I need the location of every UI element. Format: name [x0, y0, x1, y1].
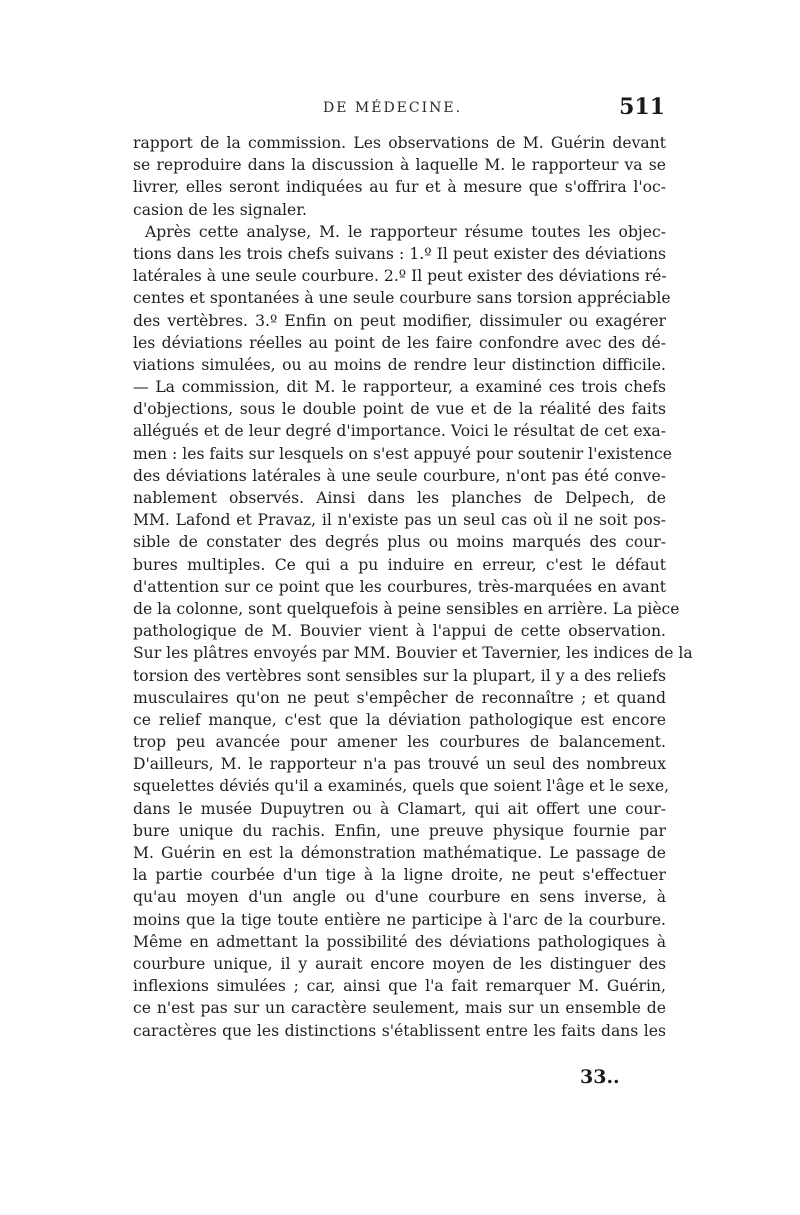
body-text — [133, 132, 693, 1042]
text-line: viations simulées, ou au moins de rendre leur distinction difficile. — [133, 355, 666, 374]
text-line: latérales à une seule courbure. 2.º Il peut exister des déviations ré- — [133, 267, 667, 286]
page-header — [133, 96, 665, 126]
text-line: allégués et de leur degré d'importance. Voici le résultat de cet exa- — [133, 422, 666, 441]
text-line: livrer, elles seront indiquées au fur et à mesure que s'offrira l'oc- — [133, 178, 666, 197]
text-line: de la colonne, sont quelquefois à peine sensibles en arrière. La pièce — [133, 599, 680, 618]
text-line: des vertèbres. 3.º Enfin on peut modifier, dissimuler ou exagérer — [133, 311, 666, 330]
text-line: qu'au moyen d'un angle ou d'une courbure en sens inverse, à — [133, 888, 666, 907]
text-line: D'ailleurs, M. le rapporteur n'a pas trouvé un seul des nombreux — [133, 755, 666, 774]
paragraph-2 — [133, 221, 693, 1042]
text-line: courbure unique, il y aurait encore moyen de les distinguer des — [133, 954, 666, 973]
text-line: se reproduire dans la discussion à laquelle M. le rapporteur va se — [133, 156, 666, 175]
text-line: inflexions simulées ; car, ainsi que l'a fait remarquer M. Guérin, — [133, 977, 666, 996]
text-line: Sur les plâtres envoyés par MM. Bouvier et Tavernier, les indices de la — [133, 644, 693, 663]
text-line: musculaires qu'on ne peut s'empêcher de reconnaître ; et quand — [133, 688, 666, 707]
text-line: des déviations latérales à une seule courbure, n'ont pas été conve- — [133, 466, 666, 485]
text-line: trop peu avancée pour amener les courbures de balancement. — [133, 733, 666, 752]
text-line: ce n'est pas sur un caractère seulement, mais sur un ensemble de — [133, 999, 666, 1018]
text-line: squelettes déviés qu'il a examinés, quels que soient l'âge et le sexe, — [133, 777, 670, 796]
text-line: bures multiples. Ce qui a pu induire en erreur, c'est le défaut — [133, 555, 666, 574]
text-line: men : les faits sur lesquels on s'est appuyé pour soutenir l'existence — [133, 444, 672, 463]
text-line: centes et spontanées à une seule courbure sans torsion appréciable — [133, 289, 671, 308]
text-line: pathologique de M. Bouvier vient à l'appui de cette observation. — [133, 622, 666, 641]
page-number: 511 — [619, 94, 665, 120]
text-line: Même en admettant la possibilité des déviations pathologiques à — [133, 932, 666, 951]
text-line: tions dans les trois chefs suivans : 1.º Il peut exister des déviations — [133, 244, 666, 263]
text-line: sible de constater des degrés plus ou moins marqués des cour- — [133, 533, 666, 552]
text-line: d'objections, sous le double point de vue et de la réalité des faits — [133, 400, 666, 419]
text-line: M. Guérin en est la démonstration mathématique. Le passage de — [133, 844, 666, 862]
text-line: caractères que les distinctions s'établissent entre les faits dans les — [133, 1021, 666, 1040]
paragraph-1 — [133, 132, 666, 221]
text-line: — La commission, dit M. le rapporteur, a examiné ces trois chefs — [133, 378, 666, 397]
text-line: la partie courbée d'un tige à la ligne droite, ne peut s'effectuer — [133, 866, 666, 885]
text-line: bure unique du rachis. Enfin, une preuve physique fournie par — [133, 821, 666, 840]
running-head: DE MÉDECINE. — [323, 100, 463, 116]
text-line: moins que la tige toute entière ne participe à l'arc de la courbure. — [133, 910, 666, 929]
text-line: les déviations réelles au point de les faire confondre avec des dé- — [133, 333, 666, 352]
text-line: MM. Lafond et Pravaz, il n'existe pas un seul cas où il ne soit pos- — [133, 511, 666, 530]
signature-mark: 33.. — [580, 1066, 620, 1088]
text-line: rapport de la commission. Les observations de M. Guérin devant — [133, 134, 666, 152]
text-line: d'attention sur ce point que les courbures, très-marquées en avant — [133, 577, 666, 596]
text-line: torsion des vertèbres sont sensibles sur la plupart, il y a des reliefs — [133, 666, 666, 685]
text-line: nablement observés. Ainsi dans les planches de Delpech, de — [133, 489, 666, 507]
text-line: dans le musée Dupuytren ou à Clamart, qui ait offert une cour- — [133, 799, 666, 818]
text-line: Après cette analyse, M. le rapporteur résume toutes les objec- — [145, 222, 666, 241]
text-line: casion de les signaler. — [133, 200, 307, 219]
text-line: ce relief manque, c'est que la déviation pathologique est encore — [133, 710, 666, 729]
